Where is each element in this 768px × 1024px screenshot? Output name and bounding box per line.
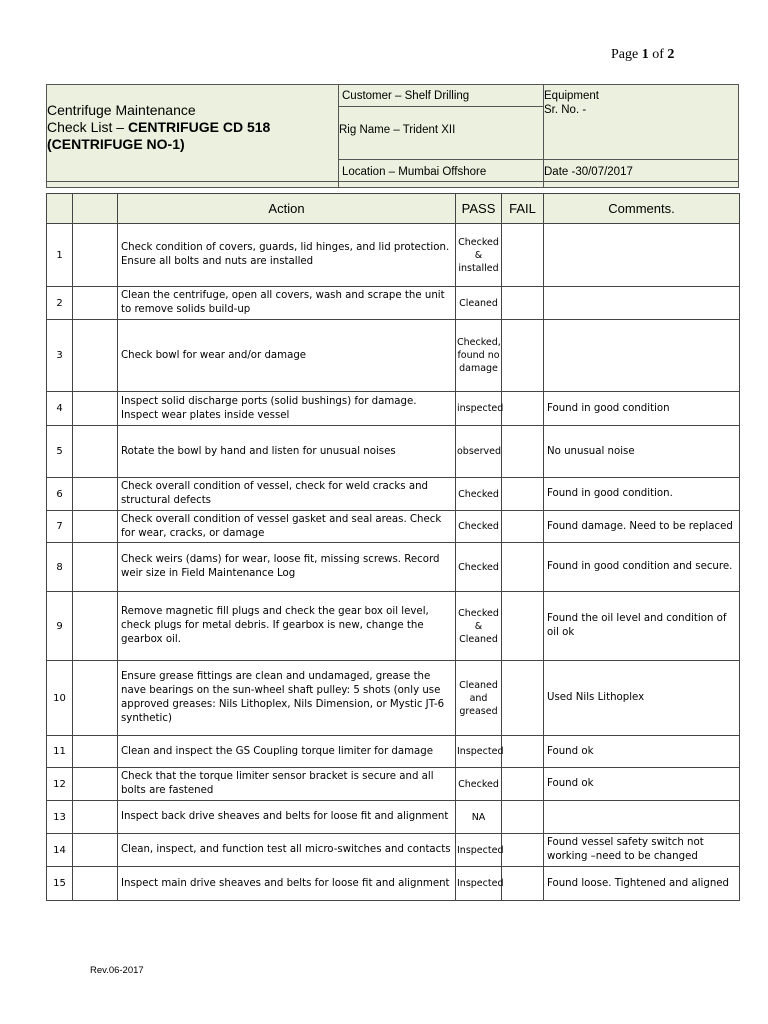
title-line-2 xyxy=(47,119,337,136)
row-comment: Found loose. Tightened and aligned xyxy=(544,867,740,901)
row-pass: inspected xyxy=(456,392,502,426)
table-row xyxy=(47,478,740,511)
table-row xyxy=(47,287,740,320)
title-line-1: Centrifuge Maintenance xyxy=(47,102,196,118)
row-comment xyxy=(544,320,740,392)
row-blank-cell xyxy=(73,224,118,287)
checklist-table xyxy=(46,193,740,901)
equipment-model: CENTRIFUGE CD 518 xyxy=(127,119,271,135)
row-number: 2 xyxy=(47,287,73,320)
table-row xyxy=(47,224,740,287)
row-blank-cell xyxy=(73,287,118,320)
date-field: Date -30/07/2017 xyxy=(544,166,633,178)
equipment-field: Equipment xyxy=(544,90,599,102)
col-comments-header: Comments. xyxy=(544,194,740,224)
page-number xyxy=(611,47,674,63)
table-row xyxy=(47,768,740,801)
row-pass: Checked xyxy=(456,478,502,511)
row-pass: NA xyxy=(456,801,502,834)
col-number-header xyxy=(47,194,73,224)
row-number: 13 xyxy=(47,801,73,834)
page-total: 2 xyxy=(667,47,675,62)
row-number: 14 xyxy=(47,834,73,867)
row-action: Check condition of covers, guards, lid hinges, and lid protection. Ensure all bolts and nuts are installed xyxy=(118,224,456,287)
row-fail xyxy=(502,511,544,543)
table-row xyxy=(47,511,740,543)
row-pass: Checked, found no damage xyxy=(456,320,502,392)
row-blank-cell xyxy=(73,801,118,834)
row-pass: Checked xyxy=(456,543,502,592)
row-fail xyxy=(502,834,544,867)
row-action: Rotate the bowl by hand and listen for unusual noises xyxy=(118,426,456,478)
rig-name-field: Rig Name – Trident XII xyxy=(339,124,456,136)
row-comment: Found in good condition xyxy=(544,392,740,426)
row-pass: Inspected xyxy=(456,736,502,768)
row-blank-cell xyxy=(73,592,118,661)
title-line-3: (CENTRIFUGE NO-1) xyxy=(47,136,185,152)
table-row xyxy=(47,392,740,426)
row-comment: Found in good condition. xyxy=(544,478,740,511)
row-action: Inspect main drive sheaves and belts for loose fit and alignment xyxy=(118,867,456,901)
row-number: 15 xyxy=(47,867,73,901)
table-row xyxy=(47,426,740,478)
serial-number-field: Sr. No. - xyxy=(544,104,587,116)
row-action: Clean the centrifuge, open all covers, wash and scrape the unit to remove solids build-up xyxy=(118,287,456,320)
row-fail xyxy=(502,478,544,511)
row-fail xyxy=(502,320,544,392)
row-fail xyxy=(502,543,544,592)
row-comment: Found ok xyxy=(544,768,740,801)
row-fail xyxy=(502,801,544,834)
row-blank-cell xyxy=(73,834,118,867)
row-number: 6 xyxy=(47,478,73,511)
row-comment: Found ok xyxy=(544,736,740,768)
table-row xyxy=(47,592,740,661)
row-action: Check overall condition of vessel, check for weld cracks and structural defects xyxy=(118,478,456,511)
row-fail xyxy=(502,661,544,736)
row-comment: Found in good condition and secure. xyxy=(544,543,740,592)
row-number: 9 xyxy=(47,592,73,661)
row-fail xyxy=(502,287,544,320)
revision-label: Rev.06-2017 xyxy=(90,965,144,976)
col-pass-header: PASS xyxy=(456,194,502,224)
row-number: 1 xyxy=(47,224,73,287)
row-number: 8 xyxy=(47,543,73,592)
row-comment xyxy=(544,287,740,320)
table-row xyxy=(47,320,740,392)
row-fail xyxy=(502,224,544,287)
row-blank-cell xyxy=(73,320,118,392)
row-number: 10 xyxy=(47,661,73,736)
row-fail xyxy=(502,592,544,661)
row-number: 4 xyxy=(47,392,73,426)
row-fail xyxy=(502,867,544,901)
row-number: 3 xyxy=(47,320,73,392)
table-row xyxy=(47,867,740,901)
row-action: Check bowl for wear and/or damage xyxy=(118,320,456,392)
row-pass: Cleaned and greased xyxy=(456,661,502,736)
row-comment: No unusual noise xyxy=(544,426,740,478)
customer-field: Customer – Shelf Drilling xyxy=(342,90,470,102)
row-blank-cell xyxy=(73,511,118,543)
row-pass: observed xyxy=(456,426,502,478)
page-current: 1 xyxy=(641,47,649,62)
table-row xyxy=(47,661,740,736)
row-fail xyxy=(502,426,544,478)
row-action: Clean and inspect the GS Coupling torque limiter for damage xyxy=(118,736,456,768)
row-comment: Found vessel safety switch not working –need to be changed xyxy=(544,834,740,867)
row-fail xyxy=(502,392,544,426)
row-action: Check that the torque limiter sensor bracket is secure and all bolts are fastened xyxy=(118,768,456,801)
page-of: of xyxy=(652,47,664,62)
col-action-header: Action xyxy=(118,194,456,224)
col-fail-header: FAIL xyxy=(502,194,544,224)
table-header-row xyxy=(47,194,740,224)
checklist-title xyxy=(47,102,337,153)
col-blank-header xyxy=(73,194,118,224)
title-prefix: Check List – xyxy=(47,119,128,135)
row-number: 11 xyxy=(47,736,73,768)
row-comment: Found damage. Need to be replaced xyxy=(544,511,740,543)
row-action: Clean, inspect, and function test all micro-switches and contacts xyxy=(118,834,456,867)
location-field: Location – Mumbai Offshore xyxy=(342,166,487,178)
row-pass: Cleaned xyxy=(456,287,502,320)
row-blank-cell xyxy=(73,392,118,426)
row-action: Inspect back drive sheaves and belts for loose fit and alignment xyxy=(118,801,456,834)
table-row xyxy=(47,543,740,592)
row-blank-cell xyxy=(73,768,118,801)
row-number: 7 xyxy=(47,511,73,543)
row-comment xyxy=(544,801,740,834)
row-fail xyxy=(502,736,544,768)
row-action: Inspect solid discharge ports (solid bushings) for damage. Inspect wear plates inside vessel xyxy=(118,392,456,426)
row-number: 12 xyxy=(47,768,73,801)
row-blank-cell xyxy=(73,736,118,768)
table-row xyxy=(47,834,740,867)
row-blank-cell xyxy=(73,478,118,511)
row-comment: Found the oil level and condition of oil ok xyxy=(544,592,740,661)
row-fail xyxy=(502,768,544,801)
row-number: 5 xyxy=(47,426,73,478)
row-pass: Checked xyxy=(456,511,502,543)
table-row xyxy=(47,801,740,834)
row-pass: Checked xyxy=(456,768,502,801)
row-action: Ensure grease fittings are clean and undamaged, grease the nave bearings on the sun-wheel shaft pulley: 5 shots (only use approved greases: Nils Lithoplex, Nils Dimension, or Mystic JT-6 synthetic) xyxy=(118,661,456,736)
row-pass: Inspected xyxy=(456,867,502,901)
row-action: Remove magnetic fill plugs and check the gear box oil level, check plugs for metal debris. If gearbox is new, change the gearbox oil. xyxy=(118,592,456,661)
row-action: Check weirs (dams) for wear, loose fit, missing screws. Record weir size in Field Maintenance Log xyxy=(118,543,456,592)
row-blank-cell xyxy=(73,867,118,901)
row-blank-cell xyxy=(73,426,118,478)
row-pass: Checked & Cleaned xyxy=(456,592,502,661)
row-action: Check overall condition of vessel gasket and seal areas. Check for wear, cracks, or damage xyxy=(118,511,456,543)
row-pass: Checked & installed xyxy=(456,224,502,287)
row-pass: Inspected xyxy=(456,834,502,867)
page-label: Page xyxy=(611,47,639,62)
row-blank-cell xyxy=(73,661,118,736)
row-comment: Used Nils Lithoplex xyxy=(544,661,740,736)
table-row xyxy=(47,736,740,768)
row-comment xyxy=(544,224,740,287)
row-blank-cell xyxy=(73,543,118,592)
